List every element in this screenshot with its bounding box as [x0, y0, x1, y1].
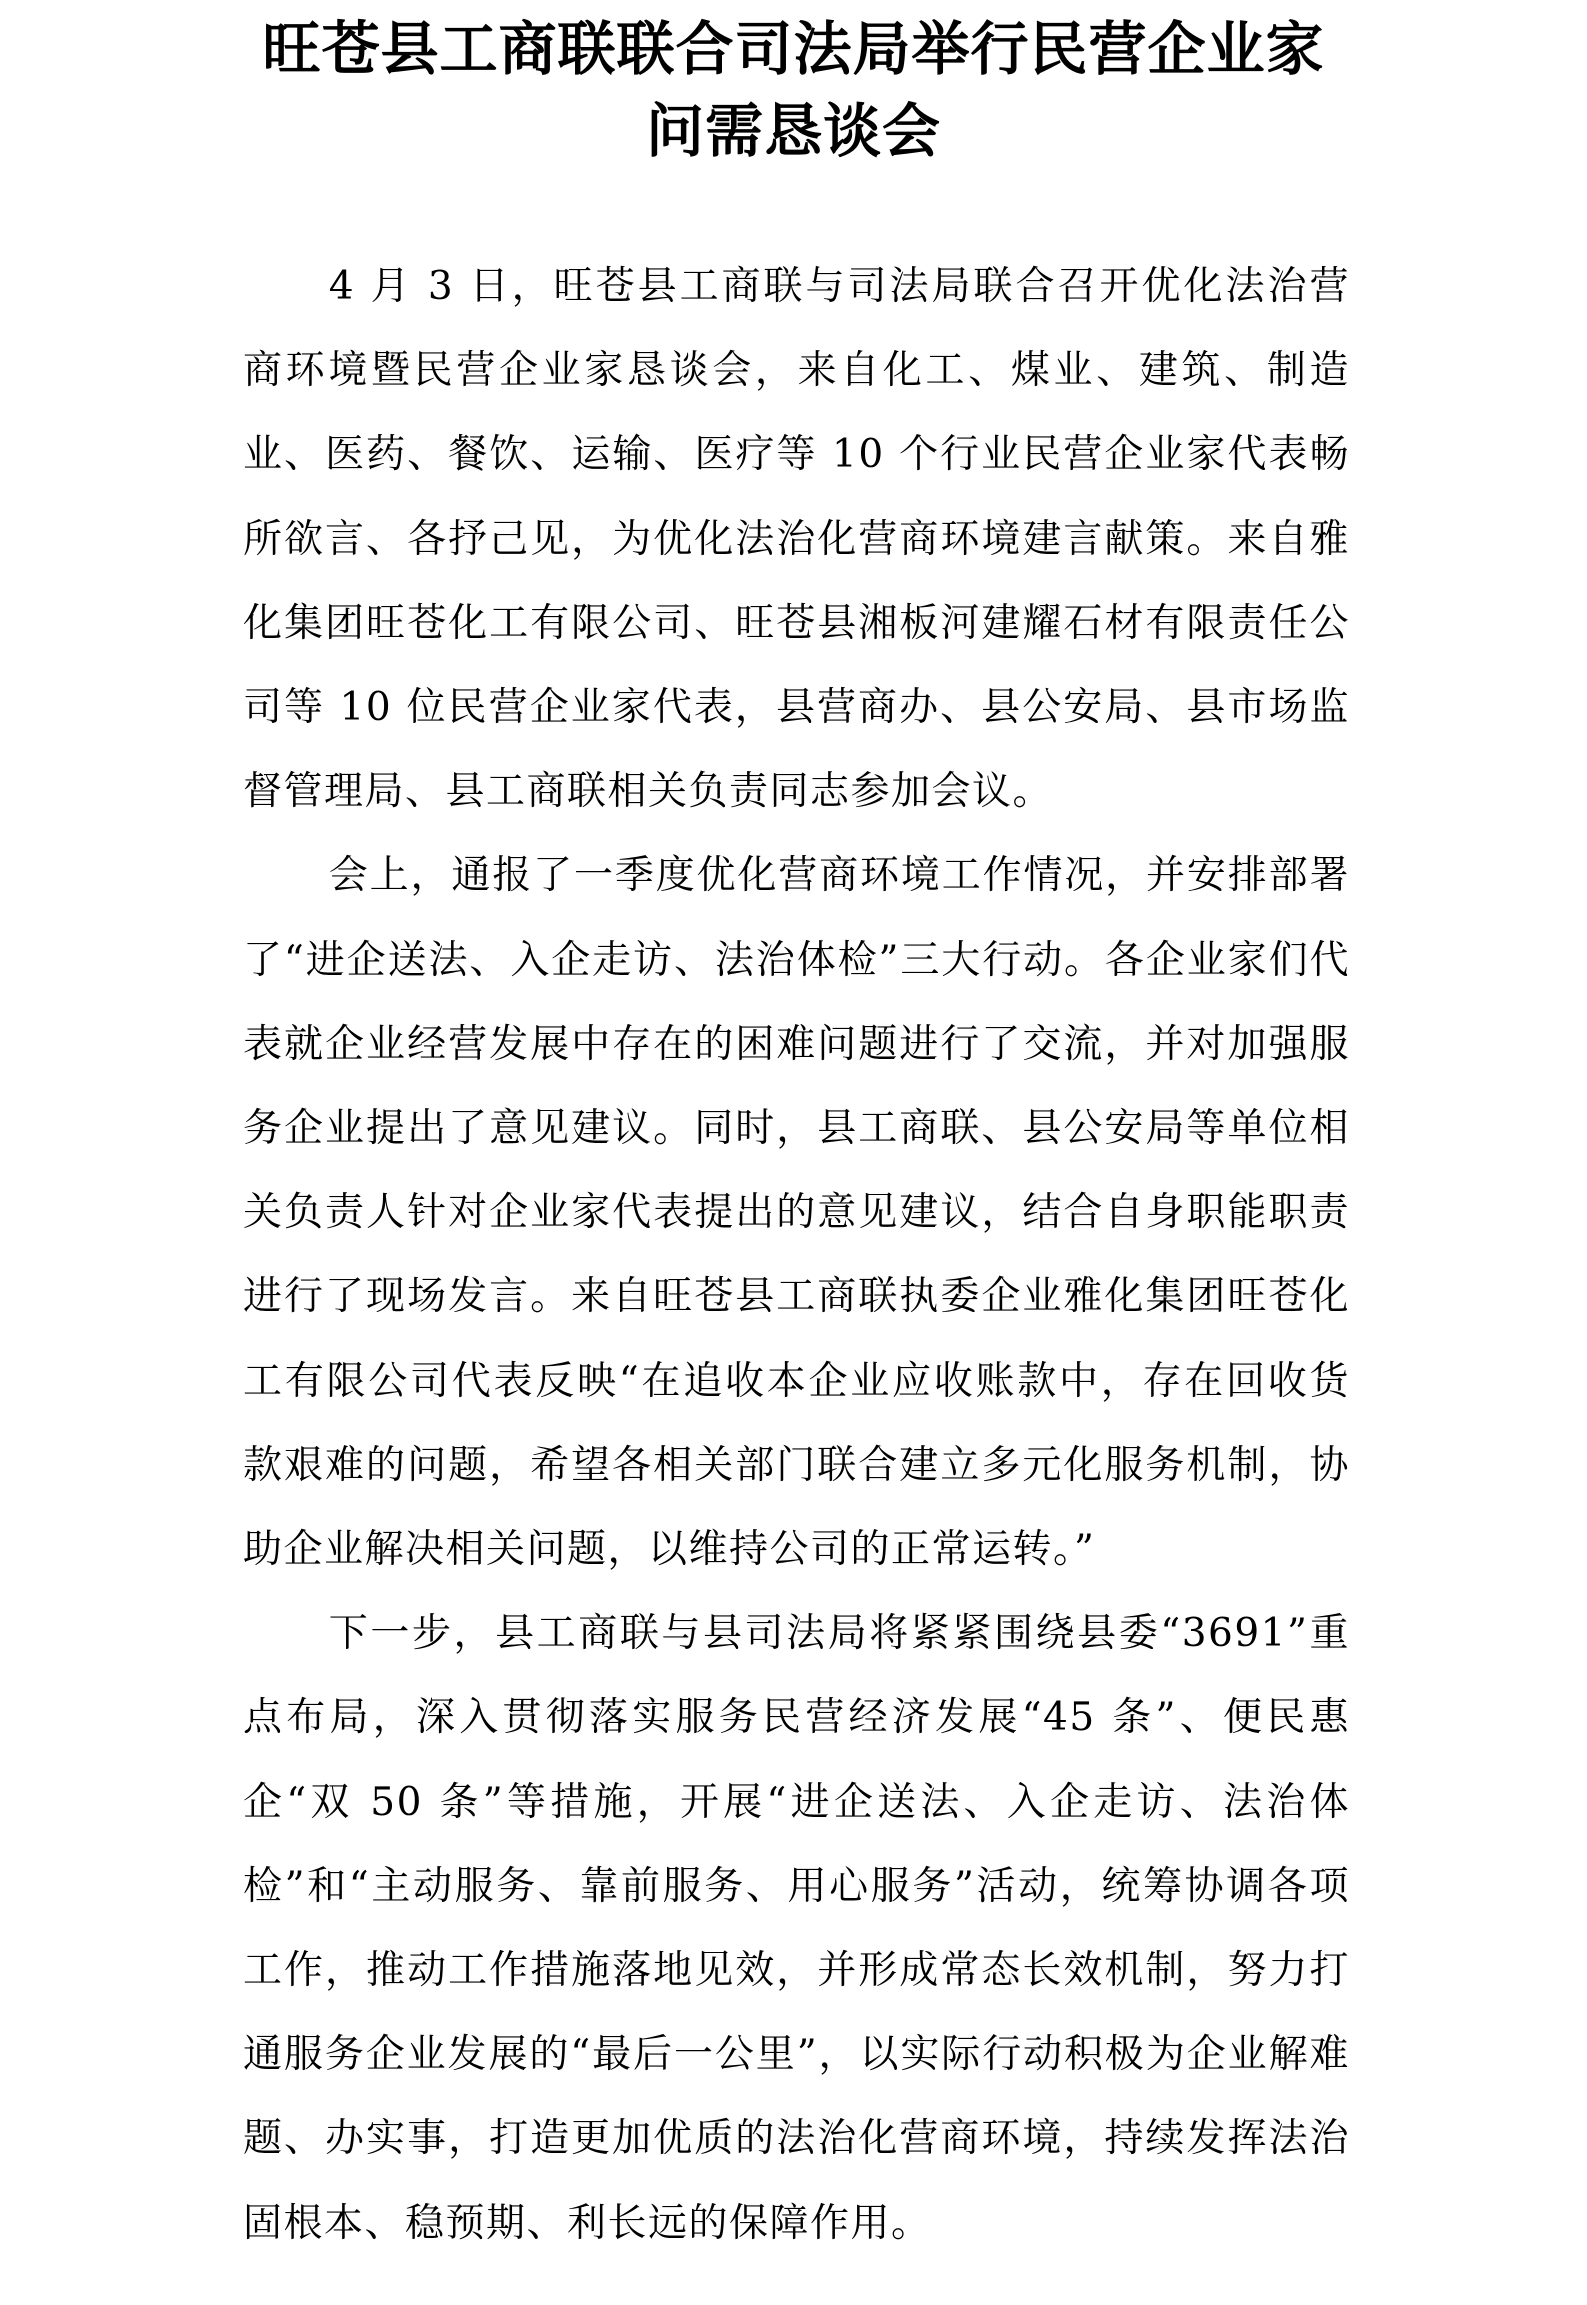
paragraph-3: 下一步，县工商联与县司法局将紧紧围绕县委“3691”重点布局，深入贯彻落实服务民营经济发展“45 条”、便民惠企“双 50 条”等措施，开展“进企送法、入企走访、法治体检”和“主动服务、靠前服务、用心服务”活动，统筹协调各项工作，推动工作措施落地见效，并形成常态长效机制，努力打通服务企业发展的“最后一公里”，以实际行动积极为企业解难题、办实事，打造更加优质的法治化营商环境，持续发挥法治固根本、稳预期、利长远的保障作用。: [243, 1611, 1350, 2246]
article-body: [243, 245, 1350, 2266]
paragraph-1: 4 月 3 日，旺苍县工商联与司法局联合召开优化法治营商环境暨民营企业家恳谈会，来自化工、煤业、建筑、制造业、医药、餐饮、运输、医疗等 10 个行业民营企业家代表畅所欲言、各抒己见，为优化法治化营商环境建言献策。来自雅化集团旺苍化工有限公司、旺苍县湘板河建耀石材有限责任公司等 10 位民营企业家代表，县营商办、县公安局、县市场监督管理局、县工商联相关负责同志参加会议。: [243, 264, 1350, 815]
paragraph-2: 会上，通报了一季度优化营商环境工作情况，并安排部署了“进企送法、入企走访、法治体检”三大行动。各企业家们代表就企业经营发展中存在的困难问题进行了交流，并对加强服务企业提出了意见建议。同时，县工商联、县公安局等单位相关负责人针对企业家代表提出的意见建议，结合自身职能职责进行了现场发言。来自旺苍县工商联执委企业雅化集团旺苍化工有限公司代表反映“在追收本企业应收账款中，存在回收货款艰难的问题，希望各相关部门联合建立多元化服务机制，协助企业解决相关问题，以维持公司的正常运转。”: [243, 853, 1350, 1573]
article-title: 旺苍县工商联联合司法局举行民营企业家问需恳谈会: [262, 15, 1325, 165]
